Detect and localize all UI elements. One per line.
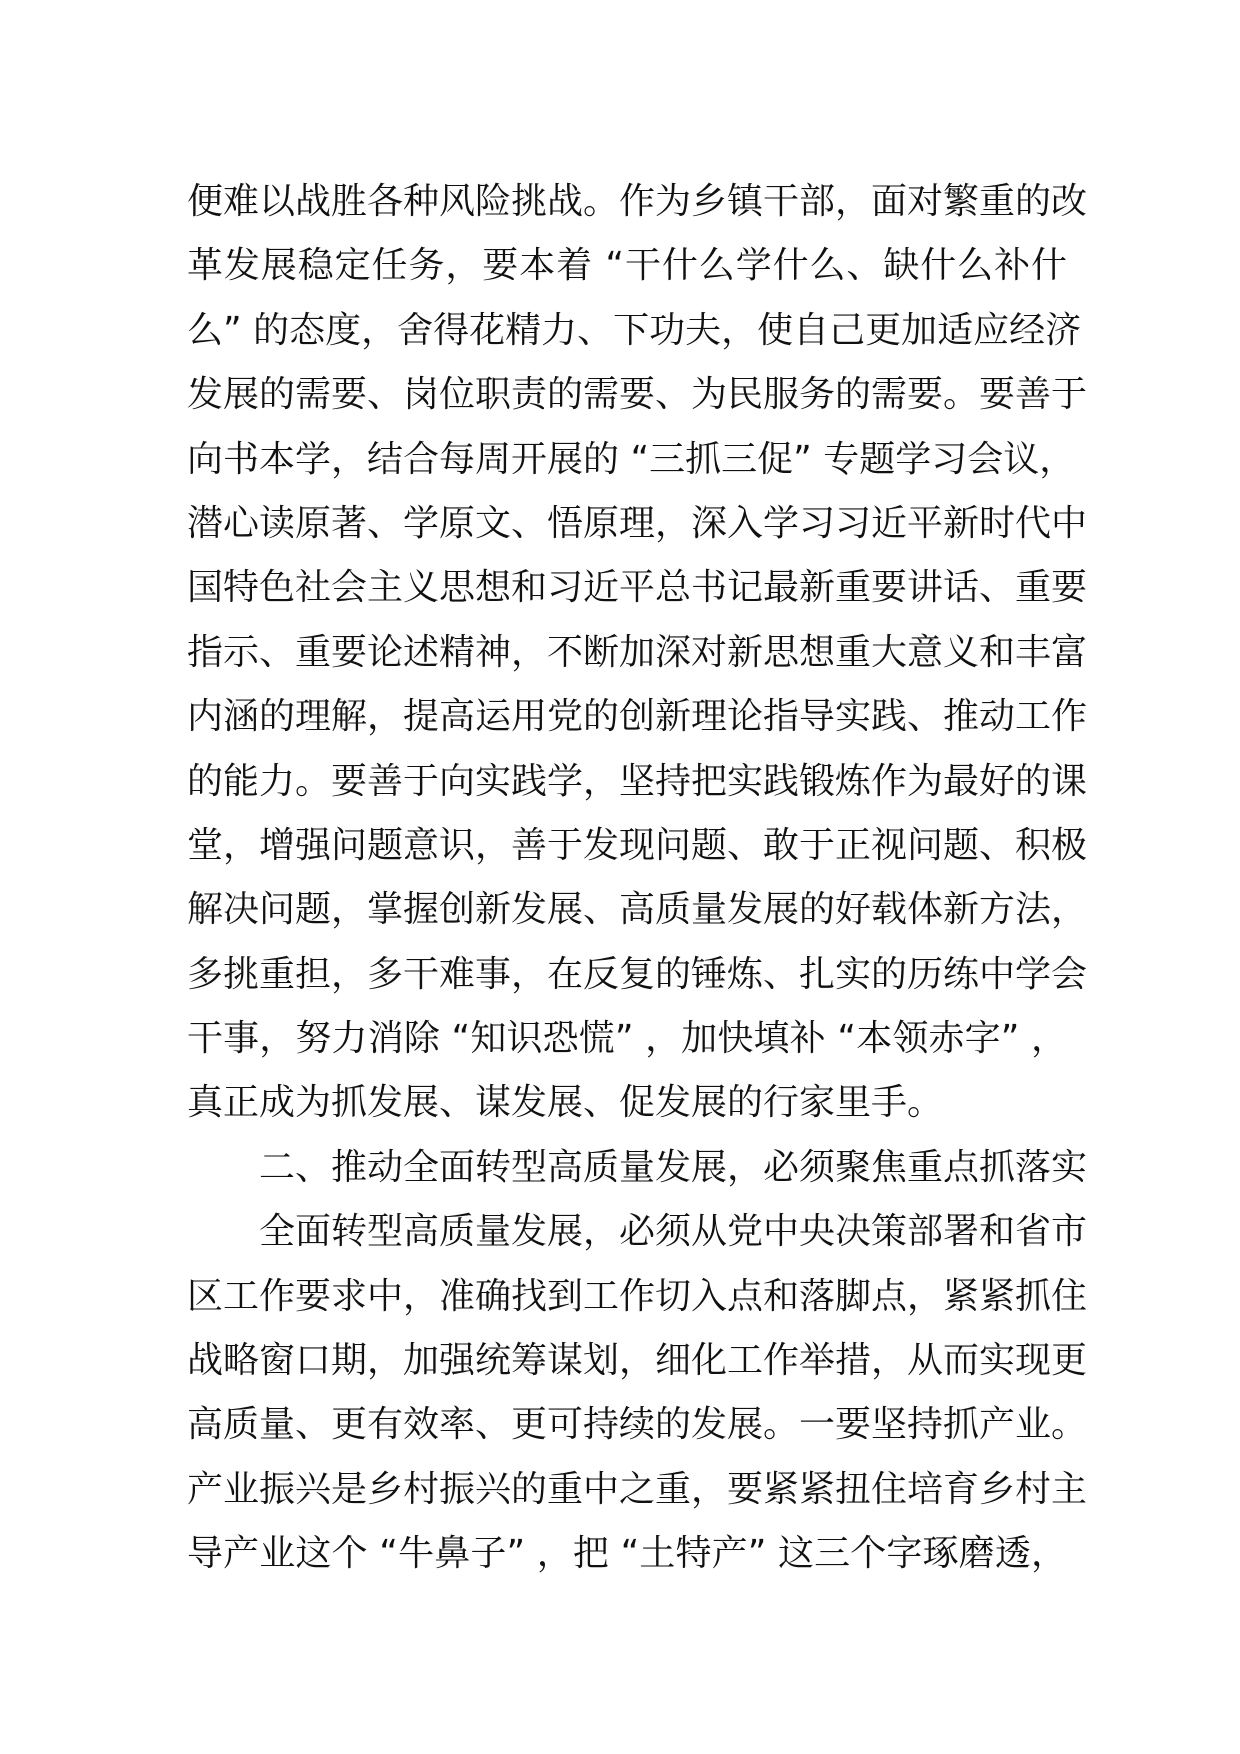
paragraph-line: 高质量、更有效率、更可持续的发展。一要坚持抓产业。 (187, 1404, 1088, 1446)
paragraph-line: 国特色社会主义思想和习近平总书记最新重要讲话、重要 (187, 567, 1088, 609)
paragraph-line: 革发展稳定任务，要本着 “干什么学什么、缺什么补什 (187, 245, 1067, 287)
paragraph-line: 全面转型高质量发展，必须从党中央决策部署和省市 (259, 1211, 1088, 1253)
paragraph-line: 指示、重要论述精神，不断加深对新思想重大意义和丰富 (187, 631, 1088, 673)
paragraph-line: 区工作要求中，准确找到工作切入点和落脚点，紧紧抓住 (187, 1275, 1088, 1317)
section-heading: 二、推动全面转型高质量发展，必须聚焦重点抓落实 (259, 1146, 1088, 1188)
paragraph-line: 向书本学，结合每周开展的 “三抓三促” 专题学习会议， (187, 438, 1076, 480)
paragraph-line: 发展的需要、岗位职责的需要、为民服务的需要。要善于 (187, 374, 1088, 416)
paragraph-line: 么” 的态度，舍得花精力、下功夫，使自己更加适应经济 (187, 309, 1082, 351)
paragraph-line: 产业振兴是乡村振兴的重中之重，要紧紧扭住培育乡村主 (187, 1468, 1088, 1510)
paragraph-line: 内涵的理解，提高运用党的创新理论指导实践、推动工作 (187, 696, 1088, 738)
paragraph-line: 解决问题，掌握创新发展、高质量发展的好载体新方法， (187, 889, 1088, 931)
paragraph-line: 的能力。要善于向实践学，坚持把实践锻炼作为最好的课 (187, 760, 1088, 802)
body-text (187, 170, 1088, 1587)
paragraph-line: 干事，努力消除 “知识恐慌” ，加快填补 “本领赤字” ， (187, 1018, 1067, 1060)
paragraph-line: 潜心读原著、学原文、悟原理，深入学习习近平新时代中 (187, 502, 1088, 544)
paragraph-line: 导产业这个 “牛鼻子” ，把 “土特产” 这三个字琢磨透， (187, 1533, 1067, 1575)
paragraph-line: 堂，增强问题意识，善于发现问题、敢于正视问题、积极 (187, 824, 1088, 866)
paragraph-line: 战略窗口期，加强统筹谋划，细化工作举措，从而实现更 (187, 1340, 1088, 1382)
paragraph-line: 多挑重担，多干难事，在反复的锤炼、扎实的历练中学会 (187, 953, 1088, 995)
paragraph-line: 便难以战胜各种风险挑战。作为乡镇干部，面对繁重的改 (187, 181, 1088, 222)
paragraph-line: 真正成为抓发展、谋发展、促发展的行家里手。 (187, 1082, 944, 1124)
